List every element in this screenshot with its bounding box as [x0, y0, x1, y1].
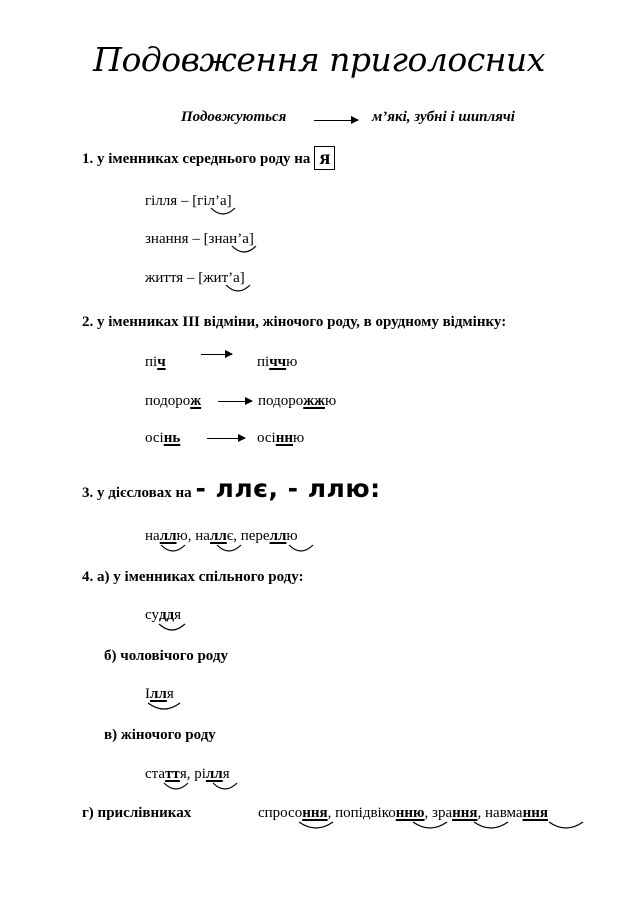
arrow-icon — [207, 438, 245, 439]
rule4-example-b: Ілля — [145, 686, 174, 702]
arc-mark — [216, 544, 242, 554]
rule2-from-2: подорож — [145, 393, 202, 409]
rule3-heading: 3. у дієсловах на - ллє, - ллю: — [82, 474, 381, 503]
rule4-example-a: суддя — [145, 607, 182, 623]
rule2-from-3: осінь — [145, 430, 181, 446]
arc-mark — [225, 284, 251, 294]
rule1-heading-text: 1. у іменниках середнього роду на — [82, 151, 311, 167]
rule2-to-2: подорожжю — [258, 393, 337, 409]
rule4-heading-d: г) прислівниках — [82, 805, 192, 821]
arrow-icon — [201, 354, 232, 355]
rule3-endings: - ллє, - ллю: — [195, 474, 381, 503]
rule1-heading — [82, 145, 335, 169]
rule4-heading-b: б) чоловічого роду — [104, 648, 228, 664]
rule3-examples: наллю, наллє, переллю — [145, 528, 298, 544]
arrow-icon — [314, 120, 358, 121]
rule4-example-d: спросоння, попідвіконню, зрання, навмання — [258, 805, 548, 821]
rule4-example-c: стаття, рілля — [145, 766, 230, 782]
arc-mark — [163, 782, 189, 792]
page-title: Подовження приголосних — [93, 40, 545, 79]
rule1-example-3: життя – [жит’а] — [145, 270, 245, 286]
boxed-letter: я — [314, 146, 335, 170]
rule4-heading-c: в) жіночого роду — [104, 727, 216, 743]
arc-mark — [548, 821, 584, 831]
arc-mark — [210, 207, 236, 217]
rule2-heading: 2. у іменниках ІІІ відміни, жіночого роду, в орудному відмінку: — [82, 314, 507, 330]
arc-mark — [147, 702, 181, 712]
arc-mark — [412, 821, 448, 831]
arc-mark — [288, 544, 314, 554]
rule2-to-1: піччю — [257, 354, 298, 370]
rule1-example-1: гілля – [гіл’а] — [145, 193, 232, 209]
arrow-icon — [218, 401, 252, 402]
rule2-from-1: піч — [145, 354, 166, 370]
rule1-example-2: знання – [знан’а] — [145, 231, 254, 247]
rule2-to-3: осінню — [257, 430, 305, 446]
intro-right: м’які, зубні і шиплячі — [372, 109, 515, 125]
arc-mark — [473, 821, 509, 831]
arc-mark — [212, 782, 238, 792]
arc-mark — [160, 544, 186, 554]
rule4-heading-a: 4. а) у іменниках спільного роду: — [82, 569, 304, 585]
arc-mark — [298, 821, 334, 831]
intro-left: Подовжуються — [181, 109, 287, 125]
arc-mark — [231, 245, 257, 255]
arc-mark — [158, 623, 186, 633]
